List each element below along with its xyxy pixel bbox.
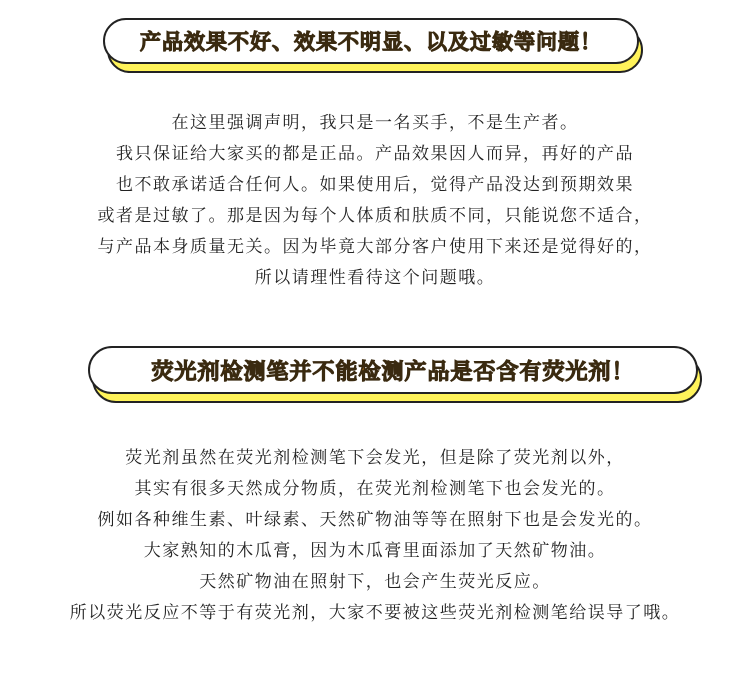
paragraph-line: 所以荧光反应不等于有荧光剂，大家不要被这些荧光剂检测笔给误导了哦。: [69, 603, 681, 623]
paragraph-line: 其实有很多天然成分物质，在荧光剂检测笔下也会发光的。: [134, 479, 616, 499]
paragraph-line: 大家熟知的木瓜膏，因为木瓜膏里面添加了天然矿物油。: [143, 541, 607, 561]
paragraph-line: 或者是过敏了。那是因为每个人体质和肤质不同，只能说您不适合，: [97, 206, 653, 226]
section-title: 荧光剂检测笔并不能检测产品是否含有荧光剂！: [151, 359, 635, 385]
paragraph-line: 荧光剂虽然在荧光剂检测笔下会发光，但是除了荧光剂以外，: [125, 448, 625, 468]
section-title-banner: [88, 346, 698, 394]
section-paragraph: [0, 443, 750, 629]
paragraph-line: 所以请理性看待这个问题哦。: [254, 268, 496, 288]
paragraph-line: 天然矿物油在照射下，也会产生荧光反应。: [199, 572, 551, 592]
paragraph-line: 我只保证给大家买的都是正品。产品效果因人而异，再好的产品: [116, 144, 634, 164]
section-paragraph: [0, 108, 750, 294]
paragraph-line: 在这里强调声明，我只是一名买手，不是生产者。: [171, 113, 579, 133]
paragraph-line: 与产品本身质量无关。因为毕竟大部分客户使用下来还是觉得好的，: [97, 237, 653, 257]
banner-pill: [103, 18, 639, 64]
banner-pill: [88, 346, 698, 394]
paragraph-line: 例如各种维生素、叶绿素、天然矿物油等等在照射下也是会发光的。: [97, 510, 653, 530]
section-title: 产品效果不好、效果不明显、以及过敏等问题！: [140, 30, 602, 54]
section-title-banner: [103, 18, 639, 64]
paragraph-line: 也不敢承诺适合任何人。如果使用后，觉得产品没达到预期效果: [116, 175, 634, 195]
